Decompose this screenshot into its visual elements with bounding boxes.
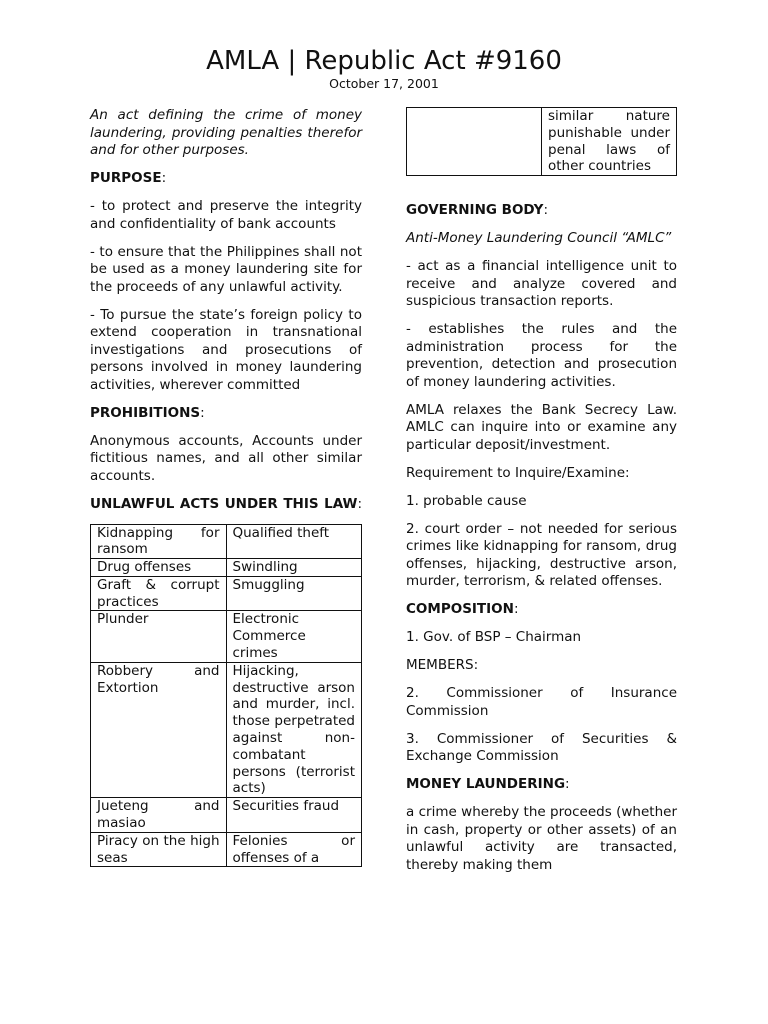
table-cell: Robbery and Extortion bbox=[91, 662, 227, 797]
governing-body-heading bbox=[406, 202, 677, 220]
unlawful-heading bbox=[90, 496, 362, 514]
ml-colon: : bbox=[565, 776, 570, 793]
composition-colon: : bbox=[513, 601, 519, 618]
governing-colon: : bbox=[543, 202, 548, 219]
table-cell: Hijacking, destructive arson and murder, incl. those perpetrated against non-combatant persons (terrorist acts) bbox=[226, 662, 362, 797]
purpose-heading bbox=[90, 170, 362, 188]
chairman-text: 1. Gov. of BSP – Chairman bbox=[406, 629, 582, 646]
intro-italic: An act defining the crime of money laundering, providing penalties therefor and for other purposes. bbox=[90, 107, 362, 158]
unlawful-heading-label: UNLAWFUL ACTS UNDER THIS LAW bbox=[90, 495, 358, 512]
table-cell: Piracy on the high seas bbox=[91, 832, 227, 867]
requirement-item: 1. probable cause bbox=[406, 492, 527, 509]
right-column bbox=[406, 107, 677, 885]
table-row bbox=[91, 662, 362, 797]
document-title: AMLA | Republic Act #9160 bbox=[206, 46, 562, 76]
table-cell: Securities fraud bbox=[226, 798, 362, 833]
table-cell: Electronic Commerce crimes bbox=[226, 611, 362, 662]
ml-heading-label: MONEY LAUNDERING bbox=[406, 776, 566, 793]
table-row bbox=[91, 576, 362, 611]
requirement-heading: Requirement to Inquire/Examine: bbox=[406, 464, 630, 481]
unlawful-acts-table-continued bbox=[406, 107, 677, 176]
table-cell: similar nature punishable under penal laws of other countries bbox=[542, 108, 677, 176]
table-row bbox=[91, 611, 362, 662]
prohibitions-heading-label: PROHIBITIONS bbox=[90, 404, 201, 421]
purpose-item: - To pursue the state’s foreign policy to extend cooperation in transnational investigations and prosecutions of persons involved in money laundering activities, wherever committed bbox=[90, 306, 362, 393]
function-item: - act as a financial intelligence unit to receive and analyze covered and suspicious transaction reports. bbox=[406, 258, 677, 310]
purpose-heading-label: PURPOSE bbox=[90, 170, 162, 186]
prohibitions-colon: : bbox=[200, 404, 205, 421]
council-name bbox=[406, 230, 677, 248]
table-cell: Smuggling bbox=[226, 576, 362, 611]
composition-heading-label: COMPOSITION bbox=[406, 601, 514, 618]
unlawful-acts-table bbox=[90, 524, 362, 868]
purpose-item: - to protect and preserve the integrity and confidentiality of bank accounts bbox=[90, 198, 362, 232]
money-laundering-heading bbox=[406, 776, 677, 794]
table-cell: Qualified theft bbox=[226, 524, 362, 559]
table-row bbox=[91, 832, 362, 867]
table-cell: Drug offenses bbox=[91, 559, 227, 577]
member-item: 3. Commissioner of Securities & Exchange Commission bbox=[406, 730, 677, 765]
table-cell: Kidnapping for ransom bbox=[91, 524, 227, 559]
table-cell: Felonies or offenses of a bbox=[226, 832, 362, 867]
table-row bbox=[91, 524, 362, 559]
members-heading: MEMBERS: bbox=[406, 657, 479, 674]
table-row bbox=[407, 108, 677, 176]
prohibitions-text: Anonymous accounts, Accounts under fictitious names, and all other similar accounts. bbox=[90, 432, 362, 484]
document-date: October 17, 2001 bbox=[329, 76, 439, 91]
table-cell: Jueteng and masiao bbox=[91, 798, 227, 833]
unlawful-colon: : bbox=[357, 495, 362, 512]
relax-text: AMLA relaxes the Bank Secrecy Law. AMLC can inquire into or examine any particular deposit/investment. bbox=[406, 401, 677, 453]
governing-heading-label: GOVERNING BODY bbox=[406, 202, 544, 219]
table-cell: Plunder bbox=[91, 611, 227, 662]
table-cell bbox=[407, 108, 542, 176]
left-column bbox=[90, 107, 362, 867]
table-row bbox=[91, 798, 362, 833]
table-cell: Swindling bbox=[226, 559, 362, 577]
purpose-colon: : bbox=[161, 170, 167, 186]
prohibitions-heading bbox=[90, 405, 362, 423]
requirement-item: 2. court order – not needed for serious crimes like kidnapping for ransom, drug offenses, hijacking, destructive arson, murder, terrorism, & related offenses. bbox=[406, 520, 677, 590]
function-item: - establishes the rules and the administration process for the prevention, detection and prosecution of money laundering activities. bbox=[406, 321, 677, 390]
council-name-italic: Anti-Money Laundering Council “AMLC” bbox=[406, 230, 672, 247]
member-item: 2. Commissioner of Insurance Commission bbox=[406, 685, 677, 719]
intro-text bbox=[90, 107, 362, 160]
table-cell: Graft & corrupt practices bbox=[91, 576, 227, 611]
composition-heading bbox=[406, 601, 677, 619]
table-row bbox=[91, 559, 362, 577]
money-laundering-text: a crime whereby the proceeds (whether in cash, property or other assets) of an unlawful activity are transacted, thereby making them bbox=[406, 804, 677, 873]
purpose-item: - to ensure that the Philippines shall not be used as a money laundering site for the proceeds of any unlawful activity. bbox=[90, 243, 362, 295]
